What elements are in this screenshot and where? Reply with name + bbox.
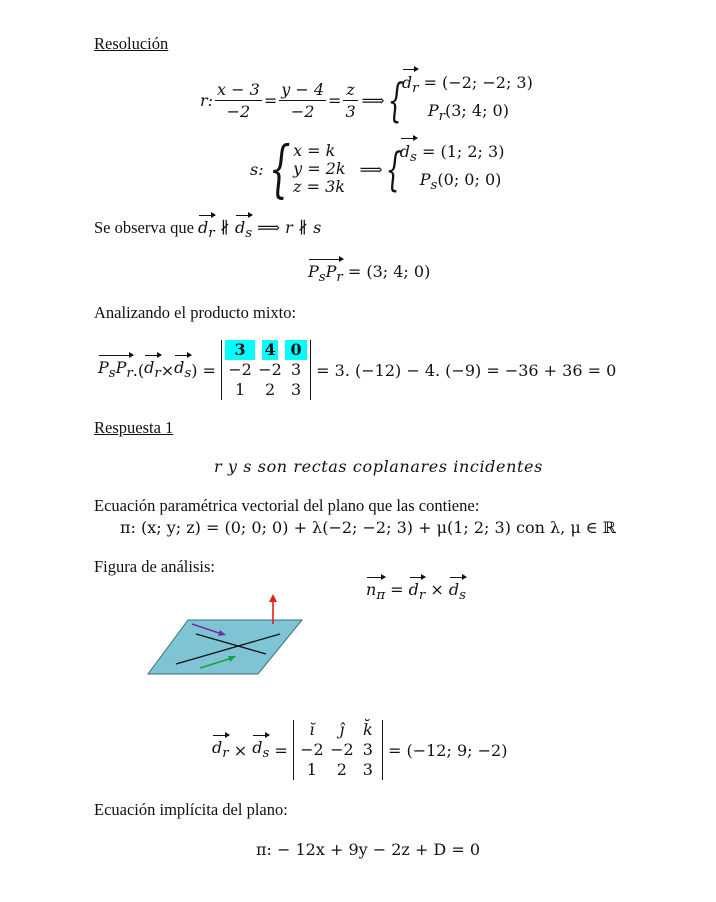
s-label: s: <box>250 159 264 179</box>
heading-respuesta: Respuesta 1 <box>94 418 174 437</box>
cross-product-equation: $d_r$ × $d_s$ = ĭ ĵ k̆ −2 −2 3 1 2 3 = (−12; 9; −2) <box>212 720 508 779</box>
mixed-determinant: 3 4 0 −2 −2 3 1 2 3 <box>221 340 311 400</box>
plane-figure <box>140 594 310 680</box>
answer-text: r y s son rectas coplanares incidentes <box>214 457 543 476</box>
normal-arrowhead <box>269 594 277 602</box>
line-s-equation: s: { x = k y = 2k z = 3k ⟹ { $d_s = (1$; 2; 3) $P_s(0$; 0; 0) <box>250 132 505 205</box>
implicit-title: Ecuación implícita del plano: <box>94 800 288 819</box>
plane-shape <box>148 620 302 674</box>
line-r-equation: r: $\frac{x - 3}{-2}$ = $\frac{y - 4}{-2}$ = $\frac{z}{3}$ ⟹ { $d_r = (-2$; −2; 3) $P_r(3$; 4; 0) <box>200 73 533 128</box>
plane-param-title: Ecuación paramétrica vectorial del plano que las contiene: <box>94 496 480 515</box>
plane-param-equation: π: (x; y; z) = (0; 0; 0) + λ(−2; −2; 3) + μ(1; 2; 3) con λ, μ ∈ ℝ <box>120 518 617 537</box>
ps-pr-vector: $P_sP_r = (3$; 4; 0) <box>308 262 431 286</box>
implicit-equation: π: − 12x + 9y − 2z + D = 0 <box>256 840 481 859</box>
r-label: r: <box>200 90 214 110</box>
observation-line: Se observa que $d_r$ ∦ $d_s$ ⟹ r ∦ s <box>94 218 322 242</box>
heading-figura: Figura de análisis: <box>94 557 215 576</box>
cross-determinant: ĭ ĵ k̆ −2 −2 3 1 2 3 <box>293 720 383 780</box>
heading-producto-mixto: Analizando el producto mixto: <box>94 303 297 322</box>
heading-resolucion: Resolución <box>94 34 169 53</box>
normal-definition: $n_\pi = d_r \times d_s$ <box>366 580 466 604</box>
mixed-product-equation: $P_sP_r$ . ( $d_r$ × $d_s$ ) = 3 4 0 −2 −2 3 1 2 3 = 3. (−12) − 4. (−9) = −36 + 36 = 0 <box>98 340 617 399</box>
